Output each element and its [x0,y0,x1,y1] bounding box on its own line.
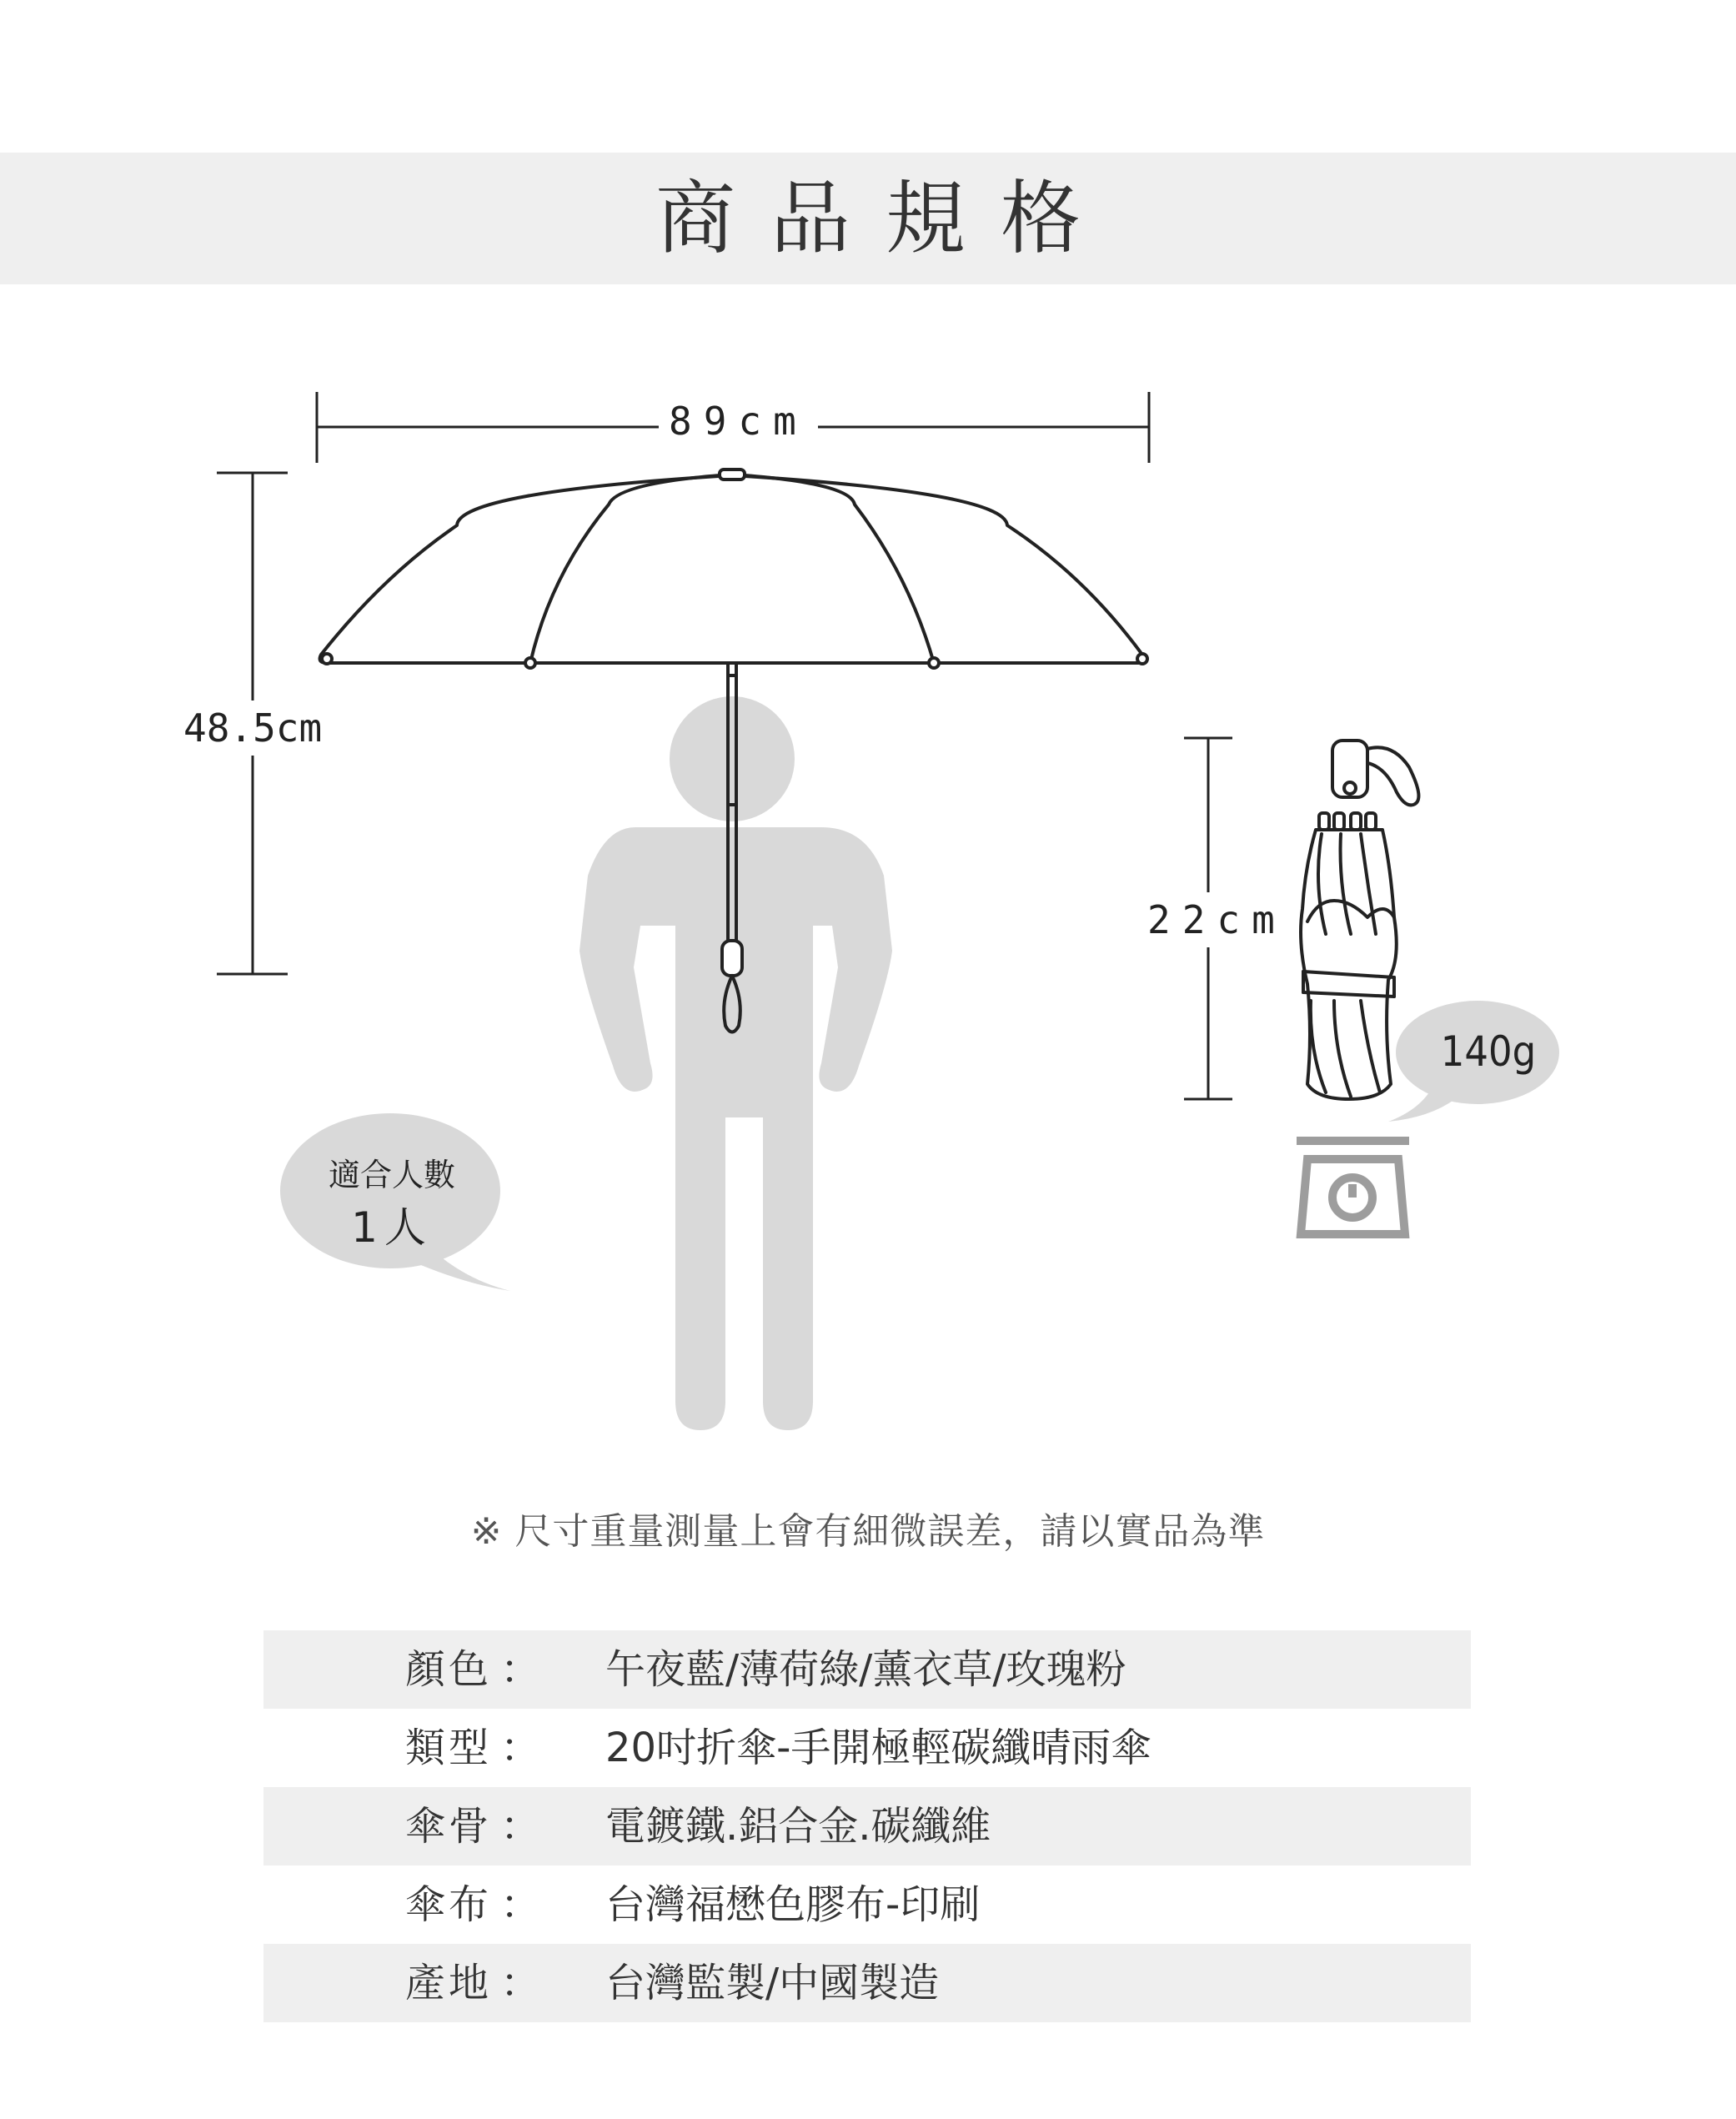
spec-row [263,1865,1471,1944]
spec-row [263,1709,1471,1787]
spec-row [263,1944,1471,2022]
spec-colon: ： [500,1960,541,2006]
folded-length-label: 22cm [1144,892,1290,947]
spec-value: 台灣福懋色膠布-印刷 [605,1881,981,1928]
capacity-value: 1人 [351,1203,433,1252]
page-title: 商品規格 [655,172,1116,265]
weighing-scale-icon [1297,1141,1409,1234]
spec-colon: ： [500,1803,541,1850]
spec-value: 20吋折傘-手開極輕碳纖晴雨傘 [605,1725,1151,1771]
measurement-note: ※ 尺寸重量測量上會有細微誤差，請以實品為準 [470,1510,1266,1553]
spec-table [263,1630,1471,2022]
spec-colon: ： [500,1646,541,1693]
spec-label: 顏色 [405,1646,493,1693]
spec-value: 台灣監製/中國製造 [605,1960,940,2006]
open-width-label: 89cm [659,399,818,444]
spec-label: 類型 [405,1725,493,1771]
spec-label: 傘布 [405,1881,493,1928]
spec-colon: ： [500,1725,541,1771]
spec-row [263,1630,1471,1709]
spec-row [263,1787,1471,1865]
capacity-label: 適合人數 [328,1157,455,1193]
spec-value: 電鍍鐵.鋁合金.碳纖維 [605,1803,991,1850]
spec-label: 傘骨 [405,1803,493,1850]
weight-value: 140g [1440,1027,1537,1076]
spec-colon: ： [500,1881,541,1928]
open-height-label: 48.5cm [180,700,325,756]
spec-label: 產地 [405,1960,493,2006]
spec-value: 午夜藍/薄荷綠/薰衣草/玫瑰粉 [605,1646,1126,1693]
